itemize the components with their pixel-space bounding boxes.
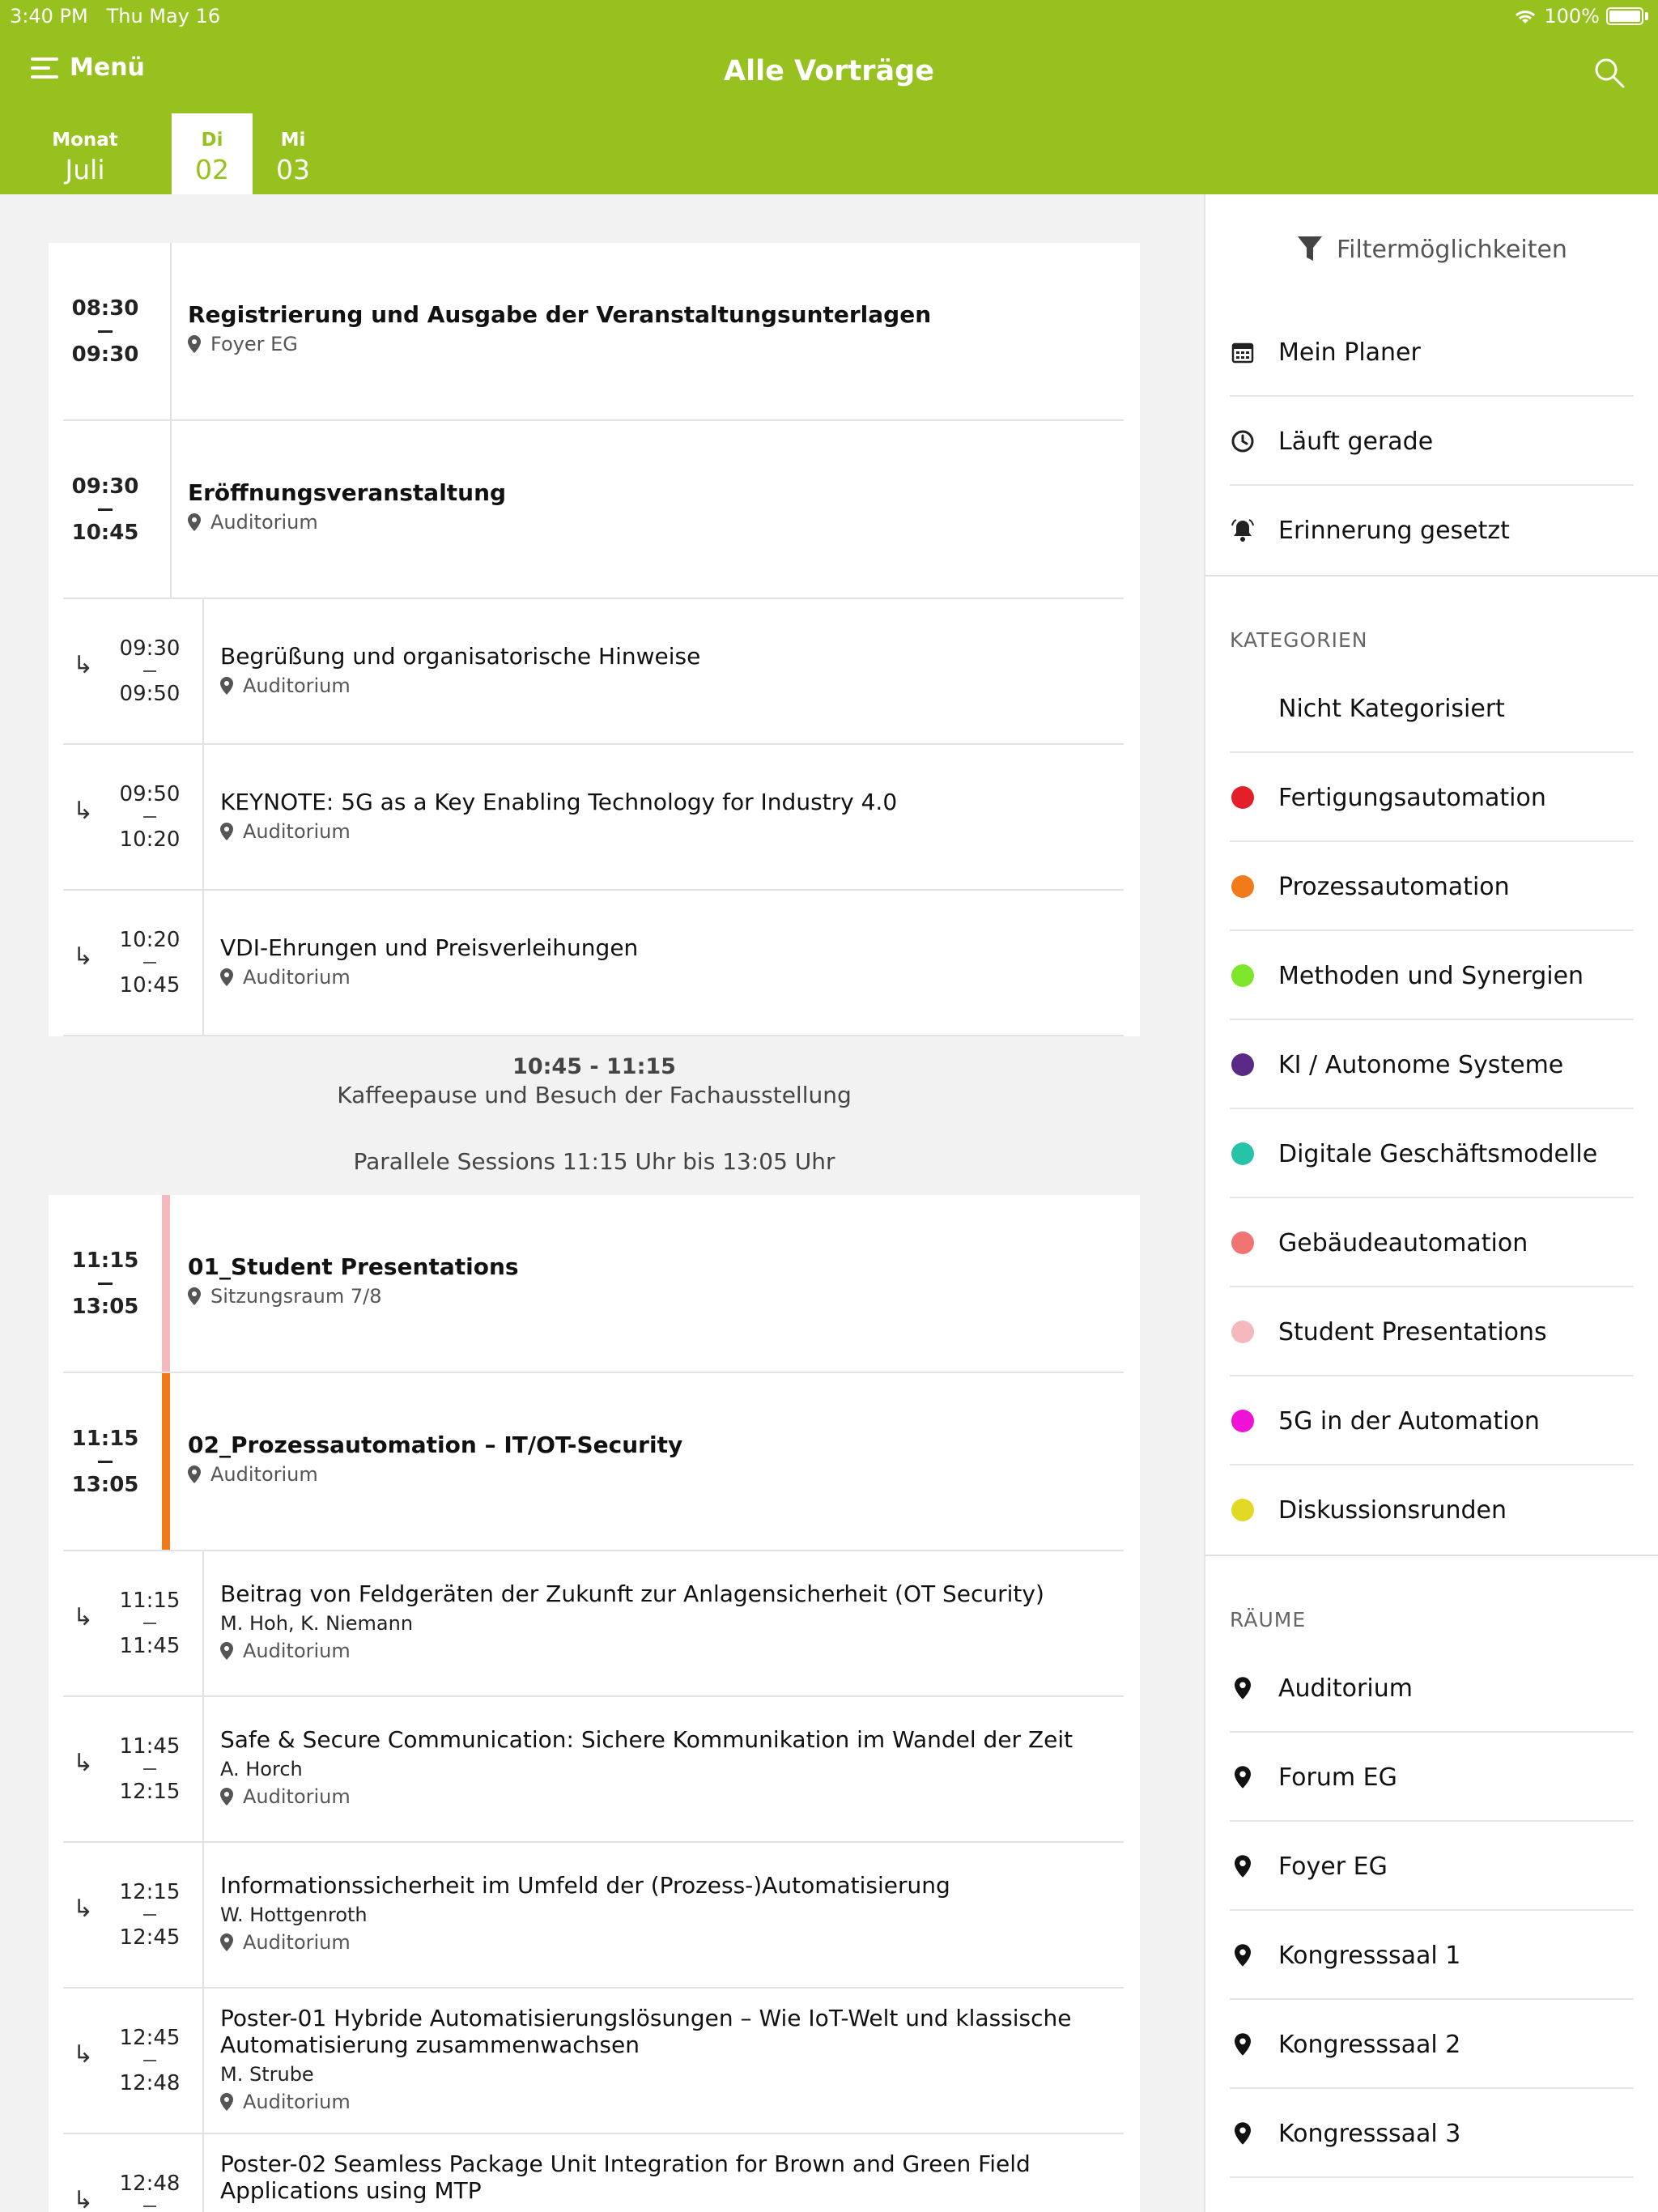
session-title: Begrüßung und organisatorische Hinweise [220, 643, 701, 670]
session-title: VDI-Ehrungen und Preisverleihungen [220, 934, 639, 961]
session-location: Auditorium [188, 511, 1116, 534]
session-card [49, 1195, 1140, 2212]
end-time: 09:30 [71, 342, 139, 367]
filter-reminder-set[interactable] [1230, 486, 1634, 575]
location-pin-icon [220, 1933, 233, 1951]
session-card [49, 243, 1140, 1036]
room-label: Foyer EG [1278, 1852, 1388, 1881]
category-label: Fertigungsautomation [1278, 783, 1546, 812]
category-label: Digitale Geschäftsmodelle [1278, 1139, 1598, 1168]
location-pin-icon [1235, 1766, 1251, 1789]
category-item[interactable] [1230, 842, 1634, 931]
session-title: Poster-02 Seamless Package Unit Integration for Brown and Green Field Applications using MTP [220, 2150, 1031, 2204]
filter-running-now[interactable] [1230, 397, 1634, 486]
end-time: 10:45 [119, 973, 181, 998]
session-content [188, 479, 1116, 534]
session-location: Auditorium [220, 2091, 1116, 2113]
location-pin-icon [1235, 1677, 1251, 1699]
start-time: 12:15 [119, 1880, 181, 1904]
session-times [105, 1880, 194, 1950]
end-time: 13:05 [71, 1473, 139, 1497]
search-icon[interactable] [1593, 57, 1626, 89]
session-content [188, 1253, 1116, 1308]
category-label: Diskussionsrunden [1278, 1495, 1507, 1525]
room-label: Kongresssaal 2 [1278, 2030, 1461, 2059]
status-time: 3:40 PM Thu May 16 [10, 5, 221, 28]
session-times [105, 2172, 194, 2212]
filter-my-planner[interactable] [1230, 308, 1634, 397]
status-bar [0, 0, 1658, 32]
category-item[interactable] [1230, 1465, 1634, 1555]
end-time: 09:50 [119, 682, 181, 706]
session-row[interactable] [49, 421, 1140, 599]
end-time: 11:45 [119, 1634, 181, 1658]
session-location: Sitzungsraum 7/8 [188, 1285, 1116, 1308]
parallel-sessions-heading: Parallele Sessions 11:15 Uhr bis 13:05 Uhr [353, 1148, 835, 1175]
session-content [188, 1431, 1116, 1486]
room-label: Forum EG [1278, 1763, 1397, 1792]
sub-arrow-icon: ↳ [73, 2186, 94, 2212]
page-title: Alle Vorträge [724, 55, 934, 87]
room-label: Kongresssaal 3 [1278, 2119, 1461, 2148]
room-item[interactable] [1230, 2089, 1634, 2178]
category-color-bar [162, 1373, 170, 1551]
start-time: 11:15 [119, 1589, 181, 1613]
location-pin-icon [1235, 1944, 1251, 1967]
clock-icon [1231, 429, 1255, 453]
sub-session-row[interactable] [49, 1551, 1140, 1697]
session-times [105, 1589, 194, 1658]
room-item[interactable] [1230, 1733, 1634, 1822]
session-speakers: A. Horch [220, 1758, 303, 1780]
session-location: Foyer EG [188, 333, 1116, 355]
battery-nub [1645, 12, 1648, 20]
session-title: Safe & Secure Communication: Sichere Kommunikation im Wandel der Zeit [220, 1726, 1073, 1753]
session-list [0, 194, 1204, 2212]
session-location: Auditorium [220, 966, 1116, 989]
location-pin-icon [220, 968, 233, 986]
location-pin-icon [220, 677, 233, 695]
category-color-dot [1231, 964, 1254, 987]
rooms-heading: RÄUME [1230, 1608, 1307, 1631]
end-time: 12:15 [119, 1780, 181, 1804]
category-label: Gebäudeautomation [1278, 1228, 1528, 1257]
day-label: Mi [280, 130, 306, 151]
sub-arrow-icon: ↳ [73, 1895, 94, 1923]
start-time: 11:15 [71, 1427, 139, 1451]
session-title: Informationssicherheit im Umfeld der (Prozess-)Automatisierung [220, 1872, 950, 1899]
session-content [220, 1726, 1116, 1808]
session-location: Auditorium [220, 1785, 1116, 1808]
start-time: 08:30 [71, 296, 139, 321]
top-bar [0, 0, 1658, 194]
session-speakers: W. Hottgenroth [220, 1904, 368, 1926]
end-time: 12:48 [119, 2071, 181, 2095]
sub-arrow-icon: ↳ [73, 797, 94, 825]
session-location: Auditorium [220, 1931, 1116, 1954]
category-label: KI / Autonome Systeme [1278, 1050, 1564, 1079]
session-speakers: M. Hoh, K. Niemann [220, 1612, 414, 1635]
session-location: Auditorium [188, 1463, 1116, 1486]
date-tabs [0, 113, 1658, 194]
location-pin-icon [220, 1788, 233, 1806]
location-pin-icon [220, 2093, 233, 2111]
filter-sidebar [1204, 194, 1658, 2212]
room-item[interactable] [1230, 1911, 1634, 2000]
filter-label: Mein Planer [1278, 338, 1421, 367]
start-time: 09:30 [119, 636, 181, 661]
start-time: 11:15 [71, 1249, 139, 1273]
filter-header[interactable] [1205, 235, 1658, 264]
month-value: Juli [65, 154, 105, 185]
session-title: Poster-01 Hybride Automatisierungslösungen – Wie IoT-Welt und klassische Automatisierung zusammenwachsen [220, 2005, 1072, 2058]
sub-arrow-icon: ↳ [73, 1749, 94, 1777]
session-content [220, 1872, 1116, 1954]
start-time: 11:45 [119, 1734, 181, 1759]
day-value: 03 [276, 154, 310, 185]
location-pin-icon [188, 1287, 201, 1305]
session-times [105, 782, 194, 852]
room-item[interactable] [1230, 1822, 1634, 1911]
category-label: Nicht Kategorisiert [1278, 694, 1505, 723]
category-color-bar [162, 1195, 170, 1373]
break-title: Kaffeepause und Besuch der Fachausstellung [337, 1082, 852, 1108]
category-item[interactable] [1230, 753, 1634, 842]
location-pin-icon [188, 335, 201, 353]
room-item[interactable] [1230, 1644, 1634, 1733]
status-right [1513, 5, 1648, 28]
day-tab-wednesday[interactable] [253, 113, 334, 194]
category-label: Methoden und Synergien [1278, 961, 1584, 990]
session-content [220, 643, 1116, 697]
menu-label: Menü [70, 53, 145, 82]
break-time: 10:45 - 11:15 [512, 1054, 676, 1079]
location-pin-icon [1235, 1855, 1251, 1878]
wifi-icon [1513, 7, 1537, 25]
session-title: 02_Prozessautomation – IT/OT-Security [188, 1431, 683, 1458]
session-title: Beitrag von Feldgeräten der Zukunft zur Anlagensicherheit (OT Security) [220, 1580, 1044, 1607]
session-times [105, 636, 194, 706]
month-label: Monat [52, 130, 118, 151]
category-color-dot [1231, 875, 1254, 898]
session-title: KEYNOTE: 5G as a Key Enabling Technology for Industry 4.0 [220, 789, 898, 815]
session-content [220, 1580, 1116, 1662]
session-location: Auditorium [220, 820, 1116, 843]
category-color-dot [1231, 1410, 1254, 1432]
location-pin-icon [220, 1642, 233, 1660]
category-label: 5G in der Automation [1278, 1406, 1540, 1436]
session-times [49, 1249, 162, 1319]
start-time: 12:45 [119, 2026, 181, 2050]
sub-session-row[interactable] [49, 891, 1140, 1036]
day-label: Di [201, 130, 223, 151]
end-time: 13:05 [71, 1295, 139, 1319]
start-time: 10:20 [119, 928, 181, 952]
location-pin-icon [1235, 2033, 1251, 2056]
category-item[interactable] [1230, 1109, 1634, 1198]
session-times [105, 1734, 194, 1804]
room-label: Auditorium [1278, 1674, 1413, 1703]
nav-row [0, 39, 1658, 107]
category-color-dot [1231, 786, 1254, 809]
location-pin-icon [1235, 2122, 1251, 2145]
categories-heading: KATEGORIEN [1230, 628, 1368, 652]
category-item[interactable] [1230, 1376, 1634, 1465]
category-item[interactable] [1230, 1020, 1634, 1109]
room-item[interactable] [1230, 2000, 1634, 2089]
session-title: 01_Student Presentations [188, 1253, 519, 1280]
sub-session-row[interactable] [49, 1697, 1140, 1843]
sub-arrow-icon: ↳ [73, 1603, 94, 1631]
start-time: 09:50 [119, 782, 181, 806]
category-item[interactable] [1230, 1287, 1634, 1376]
session-speakers: M. Strube [220, 2063, 314, 2086]
session-times [49, 296, 162, 367]
session-location: Auditorium [220, 1640, 1116, 1662]
session-content [220, 2150, 1116, 2204]
category-color-dot [1231, 1053, 1254, 1076]
day-value: 02 [195, 154, 229, 185]
day-tab-tuesday[interactable] [172, 113, 253, 194]
end-time: 10:45 [71, 521, 139, 545]
session-times [105, 2026, 194, 2095]
category-label: Student Presentations [1278, 1317, 1547, 1346]
room-label: Kongresssaal 1 [1278, 1941, 1461, 1970]
location-pin-icon [188, 513, 201, 531]
session-location: Auditorium [220, 674, 1116, 697]
category-item[interactable] [1230, 664, 1634, 753]
sub-session-row[interactable] [49, 599, 1140, 745]
session-content [220, 934, 1116, 989]
sub-session-row[interactable] [49, 1989, 1140, 2134]
category-color-dot [1231, 1499, 1254, 1521]
filter-funnel-icon [1296, 235, 1324, 264]
calendar-icon [1231, 341, 1254, 364]
session-title: Eröffnungsveranstaltung [188, 479, 507, 506]
session-content [220, 2005, 1116, 2113]
category-color-dot [1231, 1321, 1254, 1343]
end-time: 12:45 [119, 1925, 181, 1950]
filter-label: Läuft gerade [1278, 427, 1434, 456]
sub-arrow-icon: ↳ [73, 2040, 94, 2069]
sub-arrow-icon: ↳ [73, 942, 94, 971]
category-label: Prozessautomation [1278, 872, 1510, 901]
category-color-dot [1231, 1142, 1254, 1165]
filter-label: Erinnerung gesetzt [1278, 516, 1510, 545]
sub-arrow-icon: ↳ [73, 651, 94, 679]
session-row[interactable] [49, 243, 1140, 421]
session-times [49, 474, 162, 545]
session-row[interactable] [49, 1195, 1140, 1373]
start-time: 09:30 [71, 474, 139, 499]
sub-session-row[interactable] [49, 1843, 1140, 1989]
session-content [220, 789, 1116, 843]
battery-icon [1606, 7, 1643, 25]
sub-session-row[interactable] [49, 2134, 1140, 2212]
end-time: 10:20 [119, 827, 181, 852]
session-title: Registrierung und Ausgabe der Veranstaltungsunterlagen [188, 301, 932, 328]
session-row[interactable] [49, 1373, 1140, 1551]
session-content [188, 301, 1116, 355]
location-pin-icon [188, 1465, 201, 1483]
category-color-dot [1231, 1231, 1254, 1254]
sub-session-row[interactable] [49, 745, 1140, 891]
category-item[interactable] [1230, 931, 1634, 1020]
location-pin-icon [220, 823, 233, 840]
session-times [105, 928, 194, 998]
category-item[interactable] [1230, 1198, 1634, 1287]
session-times [49, 1427, 162, 1497]
month-indicator [32, 130, 138, 185]
start-time: 12:48 [119, 2172, 181, 2196]
filter-label: Filtermöglichkeiten [1337, 235, 1567, 264]
bell-icon [1230, 517, 1256, 543]
battery-percent: 100% [1544, 5, 1600, 28]
